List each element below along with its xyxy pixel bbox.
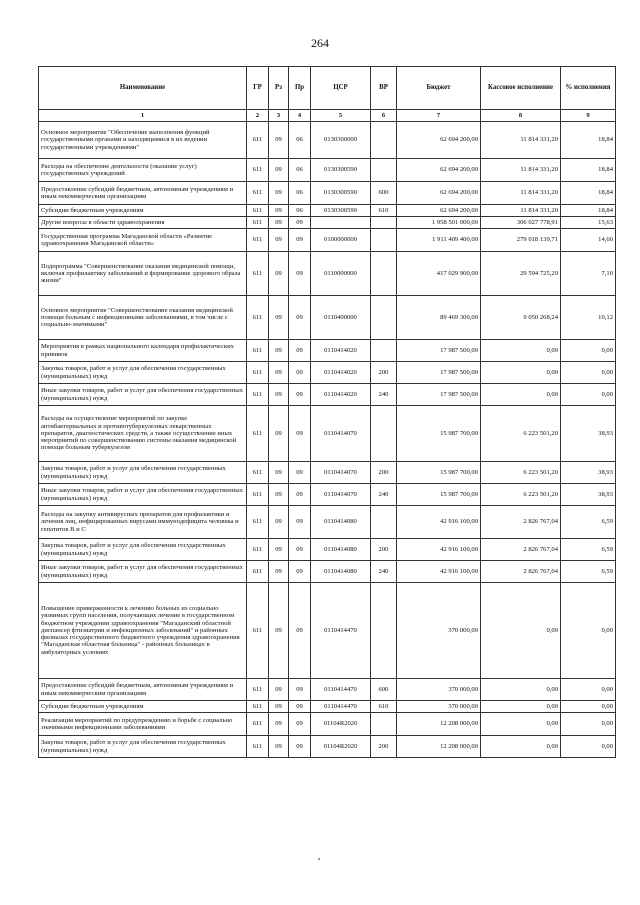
cell-name: Иные закупки товаров, работ и услуг для обеспечения государственных (муниципальных) нужд — [39, 384, 247, 406]
column-header-gr: ГР — [247, 67, 269, 110]
column-number: 2 — [247, 110, 269, 122]
cell-csr: 0110414020 — [311, 384, 371, 406]
cell-rz: 09 — [269, 679, 289, 701]
cell-csr: 01104R2020 — [311, 736, 371, 758]
cell-rz: 09 — [269, 296, 289, 340]
table-row — [39, 736, 616, 758]
cell-pr: 09 — [289, 713, 311, 736]
cell-percent: 15,63 — [561, 217, 616, 229]
cell-vr: 600 — [371, 182, 397, 205]
column-header-rz: Рз — [269, 67, 289, 110]
cell-gr: 611 — [247, 182, 269, 205]
column-number: 5 — [311, 110, 371, 122]
column-header-name: Наименование — [39, 67, 247, 110]
cell-budget: 62 694 200,00 — [397, 159, 481, 182]
column-header-budget: Бюджет — [397, 67, 481, 110]
cell-pr: 09 — [289, 679, 311, 701]
cell-name: Повышение приверженности к лечению больных из социально уязвимых групп населения, получающих лечение в государственном бюджетном учреждении здравоохранения "Магаданский областной диспансер фтизиатрии и инфекционных заболеваний" и районных филиалах государственного бюджетного учреждения здравоохранения "Магаданская областная больница" - районных больницах в амбулаторных условиях — [39, 583, 247, 679]
cell-vr — [371, 159, 397, 182]
table-row — [39, 205, 616, 217]
cell-gr: 611 — [247, 229, 269, 252]
cell-pr: 09 — [289, 217, 311, 229]
cell-vr: 610 — [371, 205, 397, 217]
cell-vr — [371, 583, 397, 679]
table-row — [39, 406, 616, 462]
cell-budget: 17 987 500,00 — [397, 340, 481, 362]
cell-executed: 11 814 331,20 — [481, 182, 561, 205]
cell-vr — [371, 296, 397, 340]
cell-budget: 62 694 200,00 — [397, 205, 481, 217]
cell-rz: 09 — [269, 252, 289, 296]
cell-vr — [371, 252, 397, 296]
cell-rz: 09 — [269, 340, 289, 362]
cell-csr: 0130300590 — [311, 159, 371, 182]
cell-executed: 0,00 — [481, 340, 561, 362]
cell-name: Основное мероприятие "Совершенствование оказания медицинской помощи больным с инфекционными заболеваниями, в том числе с социально-значимыми" — [39, 296, 247, 340]
cell-percent: 0,00 — [561, 362, 616, 384]
cell-pr: 09 — [289, 384, 311, 406]
cell-gr: 611 — [247, 679, 269, 701]
cell-rz: 09 — [269, 539, 289, 561]
cell-budget: 12 208 000,00 — [397, 713, 481, 736]
cell-csr: 0110414470 — [311, 701, 371, 713]
cell-executed: 2 826 767,04 — [481, 539, 561, 561]
column-header-percent: % исполнения — [561, 67, 616, 110]
cell-csr: 0110414020 — [311, 362, 371, 384]
table-row — [39, 217, 616, 229]
column-header-pr: Пр — [289, 67, 311, 110]
table-row — [39, 679, 616, 701]
cell-name: Иные закупки товаров, работ и услуг для обеспечения государственных (муниципальных) нужд — [39, 561, 247, 583]
cell-percent: 0,00 — [561, 713, 616, 736]
cell-rz: 09 — [269, 205, 289, 217]
column-numbering-row — [39, 110, 616, 122]
cell-rz: 09 — [269, 384, 289, 406]
cell-percent: 18,84 — [561, 205, 616, 217]
cell-percent: 38,93 — [561, 484, 616, 506]
cell-executed: 0,00 — [481, 736, 561, 758]
cell-executed: 6 223 501,20 — [481, 462, 561, 484]
table-row — [39, 340, 616, 362]
cell-csr: 0110414080 — [311, 539, 371, 561]
cell-executed: 6 223 501,20 — [481, 406, 561, 462]
cell-rz: 09 — [269, 217, 289, 229]
cell-vr — [371, 217, 397, 229]
cell-pr: 09 — [289, 462, 311, 484]
cell-gr: 611 — [247, 462, 269, 484]
cell-gr: 611 — [247, 296, 269, 340]
cell-budget: 417 029 900,00 — [397, 252, 481, 296]
table-row — [39, 506, 616, 539]
cell-name: Другие вопросы в области здравоохранения — [39, 217, 247, 229]
cell-budget: 370 000,00 — [397, 583, 481, 679]
column-header-csr: ЦСР — [311, 67, 371, 110]
cell-percent: 38,93 — [561, 406, 616, 462]
cell-executed: 0,00 — [481, 713, 561, 736]
cell-rz: 09 — [269, 561, 289, 583]
cell-pr: 06 — [289, 182, 311, 205]
cell-pr: 06 — [289, 122, 311, 159]
cell-gr: 611 — [247, 205, 269, 217]
cell-csr: 0110414020 — [311, 340, 371, 362]
cell-vr: 200 — [371, 462, 397, 484]
table-row — [39, 159, 616, 182]
cell-vr: 200 — [371, 539, 397, 561]
cell-budget: 62 694 200,00 — [397, 122, 481, 159]
cell-name: Предоставление субсидий бюджетным, автономным учреждениям и иным некоммерческим организациям — [39, 182, 247, 205]
column-header-executed: Кассовое исполнение — [481, 67, 561, 110]
cell-budget: 17 987 500,00 — [397, 362, 481, 384]
cell-gr: 611 — [247, 384, 269, 406]
cell-rz: 09 — [269, 362, 289, 384]
cell-percent: 14,60 — [561, 229, 616, 252]
cell-gr: 611 — [247, 122, 269, 159]
cell-csr: 0110414080 — [311, 561, 371, 583]
cell-name: Закупка товаров, работ и услуг для обеспечения государственных (муниципальных) нужд — [39, 462, 247, 484]
column-number: 9 — [561, 110, 616, 122]
table-row — [39, 462, 616, 484]
cell-rz: 09 — [269, 159, 289, 182]
cell-csr: 0100000000 — [311, 229, 371, 252]
cell-pr: 09 — [289, 583, 311, 679]
table-row — [39, 713, 616, 736]
cell-budget: 42 916 100,00 — [397, 539, 481, 561]
cell-name: Предоставление субсидий бюджетным, автономным учреждениям и иным некоммерческим организациям — [39, 679, 247, 701]
cell-executed: 11 814 331,20 — [481, 122, 561, 159]
cell-percent: 0,00 — [561, 583, 616, 679]
cell-pr: 09 — [289, 252, 311, 296]
cell-executed: 29 594 725,29 — [481, 252, 561, 296]
cell-gr: 611 — [247, 362, 269, 384]
cell-name: Государственная программа Магаданской области «Развитие здравоохранения Магаданской области» — [39, 229, 247, 252]
cell-executed: 0,00 — [481, 384, 561, 406]
budget-table-body — [39, 122, 616, 758]
cell-vr: 610 — [371, 701, 397, 713]
cell-pr: 09 — [289, 736, 311, 758]
cell-gr: 611 — [247, 159, 269, 182]
header-row — [39, 67, 616, 110]
cell-gr: 611 — [247, 701, 269, 713]
cell-budget: 89 469 300,00 — [397, 296, 481, 340]
cell-gr: 611 — [247, 736, 269, 758]
cell-csr — [311, 217, 371, 229]
cell-name: Субсидии бюджетным учреждениям — [39, 205, 247, 217]
table-row — [39, 362, 616, 384]
cell-gr: 611 — [247, 583, 269, 679]
cell-executed: 9 050 268,24 — [481, 296, 561, 340]
budget-table — [38, 66, 616, 758]
cell-pr: 09 — [289, 539, 311, 561]
cell-pr: 09 — [289, 229, 311, 252]
cell-percent: 38,93 — [561, 462, 616, 484]
cell-rz: 09 — [269, 713, 289, 736]
cell-executed: 0,00 — [481, 583, 561, 679]
cell-pr: 09 — [289, 484, 311, 506]
cell-rz: 09 — [269, 462, 289, 484]
cell-gr: 611 — [247, 217, 269, 229]
cell-percent: 0,00 — [561, 384, 616, 406]
column-number: 8 — [481, 110, 561, 122]
cell-vr — [371, 122, 397, 159]
cell-pr: 09 — [289, 406, 311, 462]
cell-budget: 15 987 700,00 — [397, 406, 481, 462]
cell-csr: 0110414070 — [311, 406, 371, 462]
cell-budget: 1 958 501 000,00 — [397, 217, 481, 229]
column-number: 6 — [371, 110, 397, 122]
table-row — [39, 229, 616, 252]
cell-percent: 0,00 — [561, 679, 616, 701]
cell-executed: 6 223 501,20 — [481, 484, 561, 506]
column-number: 3 — [269, 110, 289, 122]
cell-budget: 15 987 700,00 — [397, 462, 481, 484]
cell-vr — [371, 340, 397, 362]
cell-name: Закупка товаров, работ и услуг для обеспечения государственных (муниципальных) нужд — [39, 539, 247, 561]
cell-rz: 09 — [269, 182, 289, 205]
cell-executed: 0,00 — [481, 701, 561, 713]
cell-pr: 09 — [289, 362, 311, 384]
cell-budget: 15 987 700,00 — [397, 484, 481, 506]
cell-vr — [371, 506, 397, 539]
cell-gr: 611 — [247, 252, 269, 296]
table-row — [39, 296, 616, 340]
column-number: 4 — [289, 110, 311, 122]
cell-pr: 06 — [289, 159, 311, 182]
cell-vr — [371, 406, 397, 462]
cell-percent: 0,00 — [561, 736, 616, 758]
cell-name: Расходы на осуществление мероприятий по закупке антибактериальных и противотуберкулезных лекарственных препаратов, диагностических средств, а также осуществление иных мероприятий по совершенствованию системы оказания медицинской помощи больным туберкулезом — [39, 406, 247, 462]
table-row — [39, 583, 616, 679]
cell-budget: 1 911 409 400,00 — [397, 229, 481, 252]
cell-csr: 0130300590 — [311, 182, 371, 205]
cell-executed: 11 814 331,20 — [481, 159, 561, 182]
cell-executed: 11 814 331,20 — [481, 205, 561, 217]
cell-executed: 279 018 139,71 — [481, 229, 561, 252]
cell-csr: 0130300590 — [311, 205, 371, 217]
cell-gr: 611 — [247, 539, 269, 561]
cell-vr: 200 — [371, 736, 397, 758]
cell-percent: 6,59 — [561, 561, 616, 583]
cell-percent: 6,59 — [561, 539, 616, 561]
column-header-vr: ВР — [371, 67, 397, 110]
cell-budget: 370 000,00 — [397, 701, 481, 713]
cell-pr: 09 — [289, 340, 311, 362]
cell-percent: 18,84 — [561, 122, 616, 159]
cell-name: Иные закупки товаров, работ и услуг для обеспечения государственных (муниципальных) нужд — [39, 484, 247, 506]
cell-gr: 611 — [247, 506, 269, 539]
cell-pr: 09 — [289, 506, 311, 539]
cell-csr: 0110400000 — [311, 296, 371, 340]
cell-rz: 09 — [269, 229, 289, 252]
scan-speck — [318, 858, 320, 860]
column-number: 7 — [397, 110, 481, 122]
table-row — [39, 384, 616, 406]
cell-csr: 0110000000 — [311, 252, 371, 296]
table-row — [39, 561, 616, 583]
cell-vr: 600 — [371, 679, 397, 701]
cell-gr: 611 — [247, 561, 269, 583]
cell-csr: 0110414470 — [311, 583, 371, 679]
table-row — [39, 252, 616, 296]
cell-rz: 09 — [269, 583, 289, 679]
cell-budget: 42 916 100,00 — [397, 561, 481, 583]
cell-name: Основное мероприятие "Обеспечение выполнения функций государственными органами и находящимися в их ведении государственными учреждениями" — [39, 122, 247, 159]
cell-csr: 0130300000 — [311, 122, 371, 159]
cell-rz: 09 — [269, 506, 289, 539]
cell-rz: 09 — [269, 701, 289, 713]
cell-csr: 0110414470 — [311, 679, 371, 701]
page-number: 264 — [311, 36, 329, 50]
cell-budget: 62 694 200,00 — [397, 182, 481, 205]
cell-vr: 240 — [371, 484, 397, 506]
cell-name: Подпрограмма "Совершенствование оказания медицинской помощи, включая профилактику заболеваний и формирование здорового образа жизни" — [39, 252, 247, 296]
cell-percent: 7,10 — [561, 252, 616, 296]
cell-csr: 01104R2020 — [311, 713, 371, 736]
cell-executed: 0,00 — [481, 362, 561, 384]
cell-budget: 17 987 500,00 — [397, 384, 481, 406]
table-row — [39, 701, 616, 713]
cell-vr — [371, 229, 397, 252]
cell-executed: 2 826 767,04 — [481, 561, 561, 583]
cell-budget: 12 208 000,00 — [397, 736, 481, 758]
cell-gr: 611 — [247, 406, 269, 462]
table-row — [39, 484, 616, 506]
table-row — [39, 122, 616, 159]
cell-rz: 09 — [269, 736, 289, 758]
cell-gr: 611 — [247, 713, 269, 736]
cell-csr: 0110414070 — [311, 462, 371, 484]
cell-rz: 09 — [269, 122, 289, 159]
table-row — [39, 182, 616, 205]
cell-percent: 10,12 — [561, 296, 616, 340]
cell-name: Расходы на закупку антивирусных препаратов для профилактики и лечения лиц, инфицированных вирусами иммунодефицита человека и гепатитов В и С — [39, 506, 247, 539]
cell-percent: 18,84 — [561, 182, 616, 205]
cell-executed: 0,00 — [481, 679, 561, 701]
column-number: 1 — [39, 110, 247, 122]
cell-gr: 611 — [247, 484, 269, 506]
cell-vr: 240 — [371, 561, 397, 583]
cell-pr: 09 — [289, 296, 311, 340]
cell-pr: 09 — [289, 701, 311, 713]
cell-name: Расходы на обеспечение деятельности (оказание услуг) государственных учреждений — [39, 159, 247, 182]
cell-budget: 370 000,00 — [397, 679, 481, 701]
cell-csr: 0110414080 — [311, 506, 371, 539]
table-row — [39, 539, 616, 561]
cell-executed: 2 826 767,04 — [481, 506, 561, 539]
cell-vr: 200 — [371, 362, 397, 384]
cell-vr: 240 — [371, 384, 397, 406]
cell-percent: 18,84 — [561, 159, 616, 182]
cell-name: Закупка товаров, работ и услуг для обеспечения государственных (муниципальных) нужд — [39, 362, 247, 384]
cell-percent: 6,59 — [561, 506, 616, 539]
cell-executed: 306 027 778,91 — [481, 217, 561, 229]
cell-name: Мероприятия в рамках национального календаря профилактических прививок — [39, 340, 247, 362]
cell-name: Реализация мероприятий по предупреждению и борьбе с социально значимыми инфекционными заболеваниями — [39, 713, 247, 736]
cell-csr: 0110414070 — [311, 484, 371, 506]
cell-percent: 0,00 — [561, 701, 616, 713]
cell-name: Закупка товаров, работ и услуг для обеспечения государственных (муниципальных) нужд — [39, 736, 247, 758]
cell-rz: 09 — [269, 484, 289, 506]
cell-gr: 611 — [247, 340, 269, 362]
cell-percent: 0,00 — [561, 340, 616, 362]
cell-pr: 06 — [289, 205, 311, 217]
cell-rz: 09 — [269, 406, 289, 462]
cell-pr: 09 — [289, 561, 311, 583]
cell-name: Субсидии бюджетным учреждениям — [39, 701, 247, 713]
cell-vr — [371, 713, 397, 736]
cell-budget: 42 916 100,00 — [397, 506, 481, 539]
